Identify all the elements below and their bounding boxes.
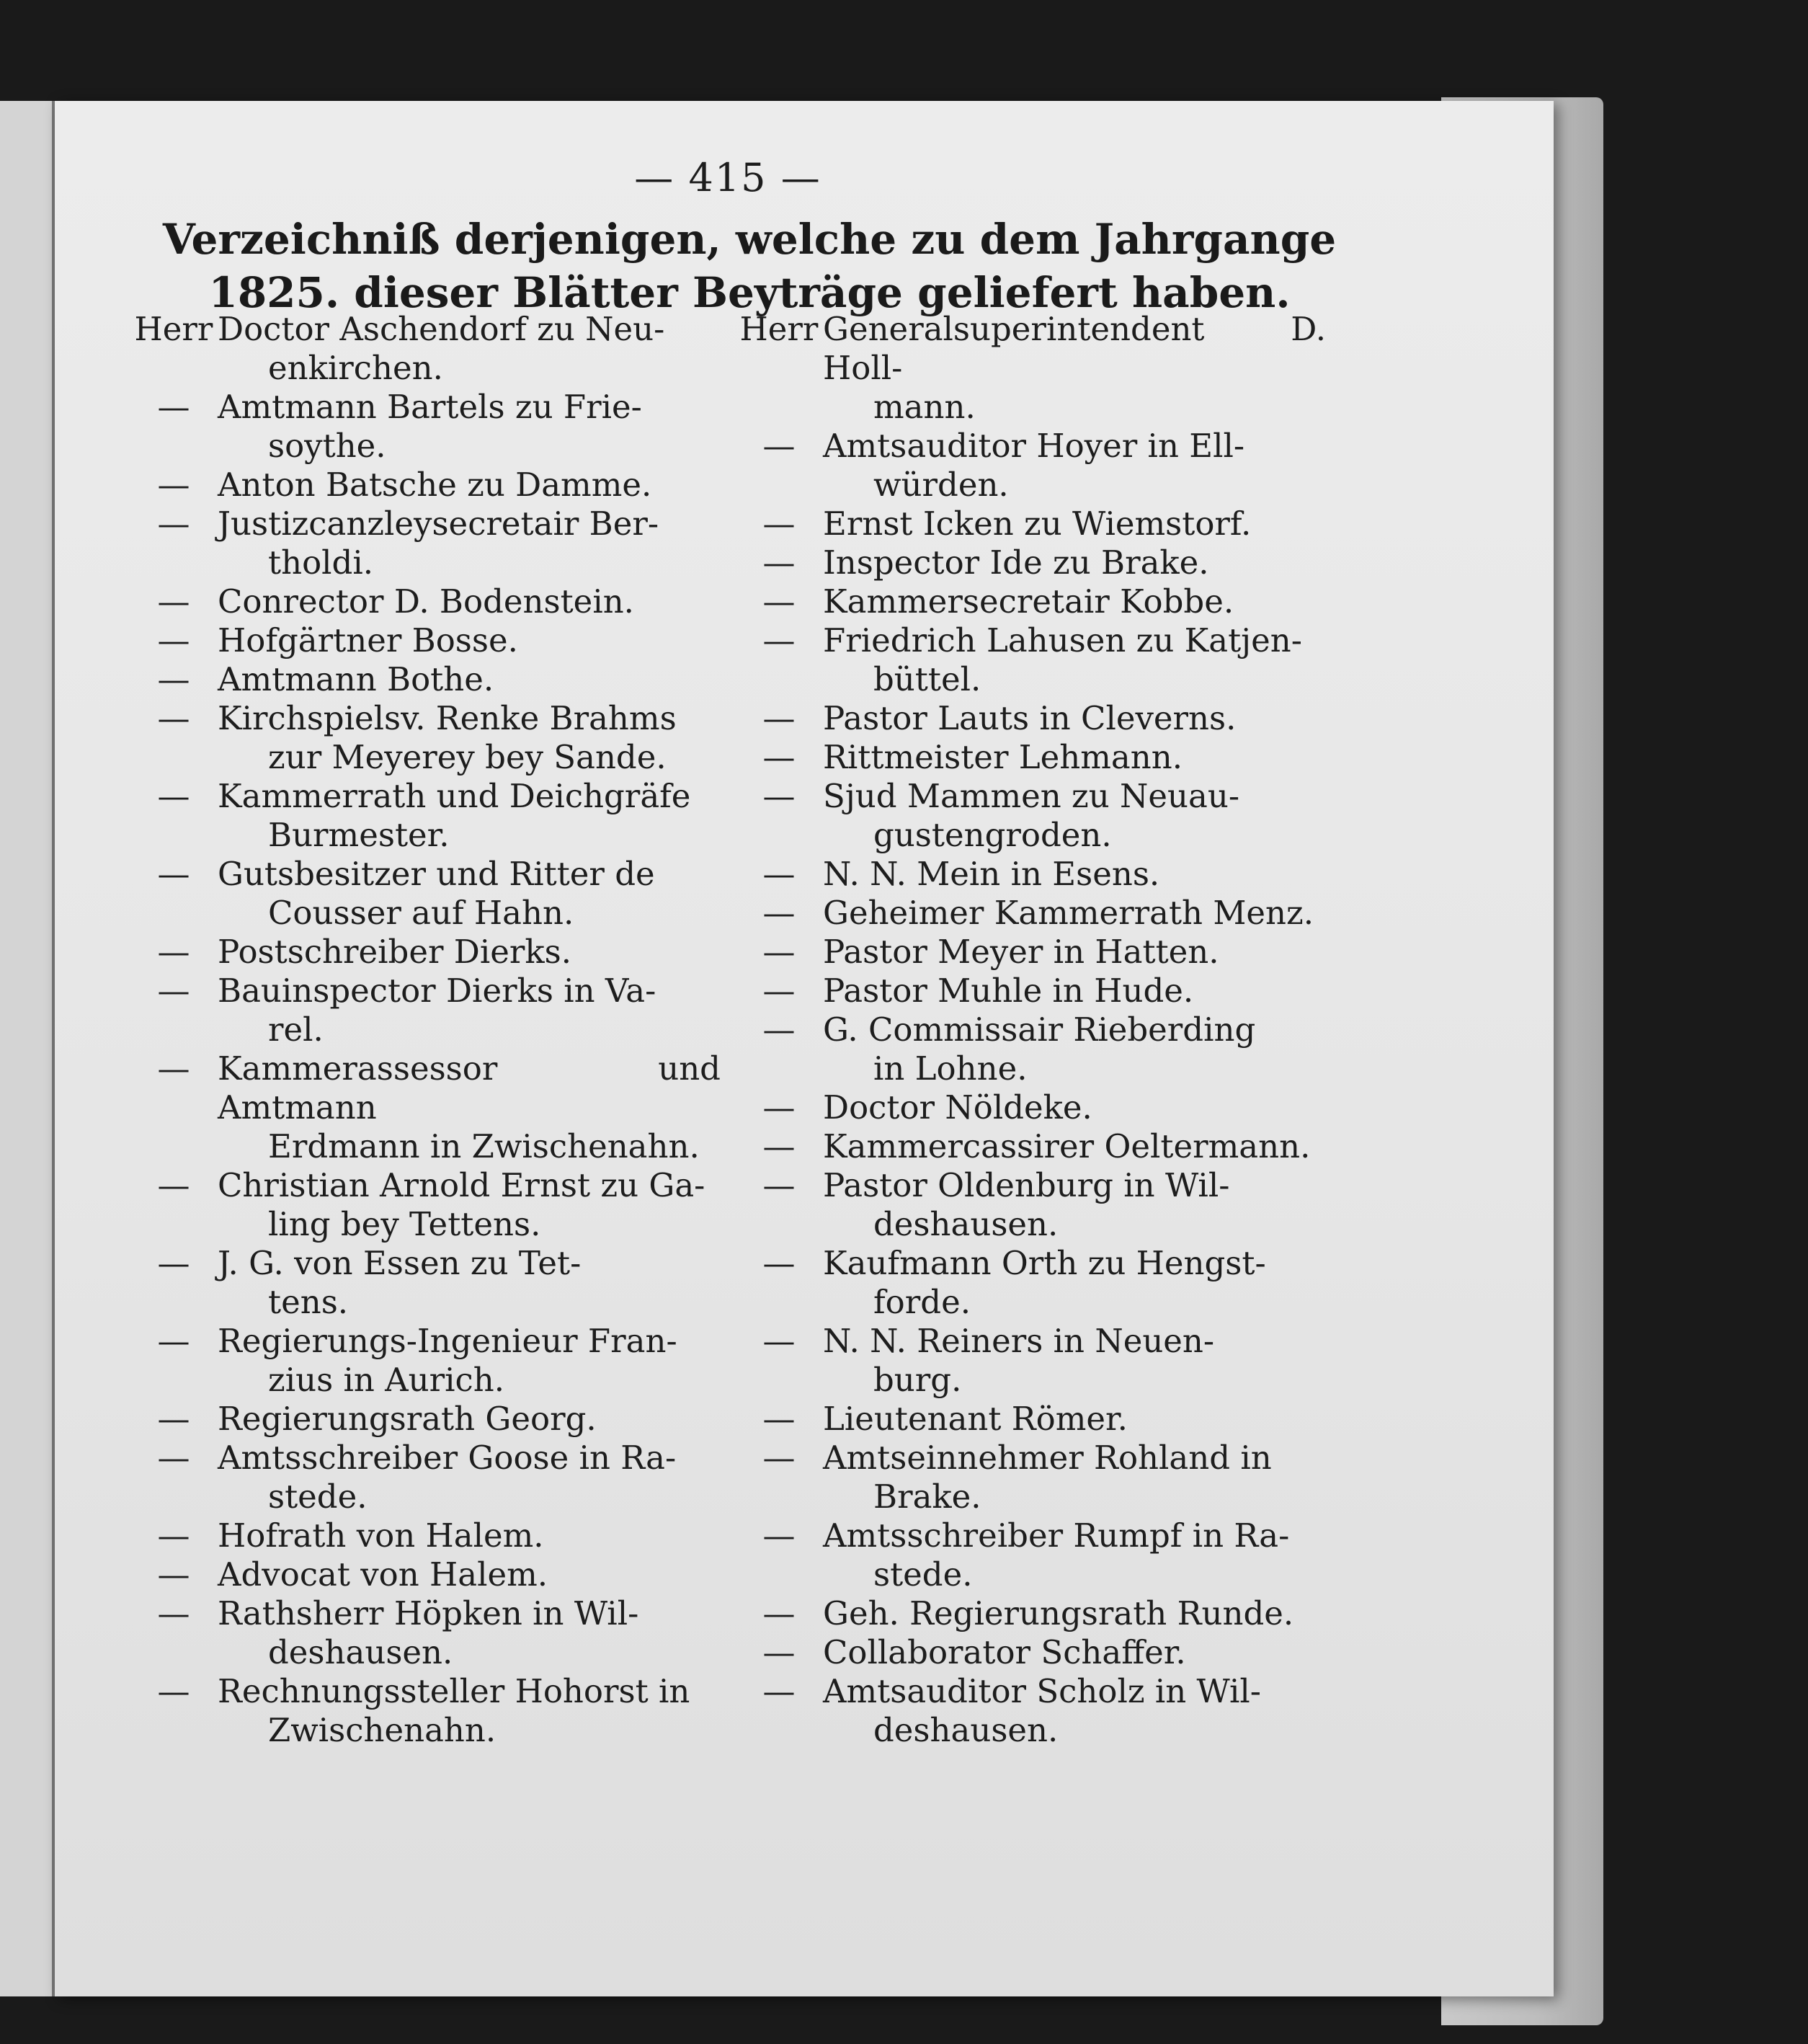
entry-lead: — xyxy=(762,621,796,659)
entry-lead: — xyxy=(157,388,190,426)
entry-text xyxy=(823,582,1326,621)
entry-text xyxy=(218,660,721,699)
entry-line: Amtsauditor Scholz in Wil- xyxy=(823,1672,1261,1710)
entry-lead: — xyxy=(157,972,190,1010)
left-column xyxy=(130,310,721,1750)
entry-line: Doctor Nöldeke. xyxy=(823,1088,1092,1127)
contributor-entry xyxy=(735,1244,1326,1322)
entry-line: Pastor Lauts in Cleverns. xyxy=(823,699,1237,737)
page-heading: Verzeichniß derjenigen, welche zu dem Jahrgange 1825. dieser Blätter Beyträge geliefert haben. xyxy=(162,215,1337,317)
contributor-entry xyxy=(735,1594,1326,1633)
entry-line: Hofrath von Halem. xyxy=(218,1516,544,1555)
entry-continuation: Burmester. xyxy=(268,816,450,854)
entry-continuation: stede. xyxy=(873,1555,973,1594)
entry-continuation: Erdmann in Zwischenahn. xyxy=(268,1127,700,1165)
entry-lead: — xyxy=(762,1516,796,1555)
contributor-entry xyxy=(735,1010,1326,1088)
contributor-entry xyxy=(735,1127,1326,1166)
entry-lead: — xyxy=(762,699,796,737)
entry-text xyxy=(218,1400,721,1439)
entry-line: Geh. Regierungsrath Runde. xyxy=(823,1594,1294,1632)
entry-continuation: burg. xyxy=(873,1361,962,1399)
entry-line: Friedrich Lahusen zu Katjen- xyxy=(823,621,1302,659)
entry-continuation: deshausen. xyxy=(873,1711,1059,1749)
entry-line: Amtseinnehmer Rohland in xyxy=(823,1439,1272,1477)
entry-text xyxy=(823,972,1326,1010)
entry-text xyxy=(218,1049,721,1166)
entry-line: Pastor Meyer in Hatten. xyxy=(823,933,1219,971)
contributor-entry xyxy=(735,1088,1326,1127)
entry-continuation: tholdi. xyxy=(268,543,374,582)
entry-text xyxy=(218,1672,721,1750)
entry-lead: — xyxy=(762,1010,796,1049)
entry-text xyxy=(218,505,721,582)
facing-page-edge xyxy=(0,101,55,1996)
entry-lead: — xyxy=(762,777,796,815)
contributor-entry xyxy=(130,1166,721,1244)
contributor-entry xyxy=(735,699,1326,738)
entry-lead: — xyxy=(157,1166,190,1204)
entry-line: Kaufmann Orth zu Hengst- xyxy=(823,1244,1266,1282)
entry-line: Advocat von Halem. xyxy=(218,1555,548,1594)
contributor-entry xyxy=(130,972,721,1049)
entry-lead: — xyxy=(157,1555,190,1594)
right-column xyxy=(735,310,1326,1750)
contributor-entry xyxy=(735,777,1326,855)
entry-lead: — xyxy=(762,894,796,932)
entry-text xyxy=(823,1322,1326,1400)
entry-lead: — xyxy=(762,933,796,971)
entry-line: Amtmann Bartels zu Frie- xyxy=(218,388,642,426)
entry-lead: — xyxy=(157,1244,190,1282)
entry-line: Regierungsrath Georg. xyxy=(218,1400,597,1438)
entry-continuation: deshausen. xyxy=(873,1205,1059,1243)
contributor-entry xyxy=(130,582,721,621)
contributor-entry xyxy=(130,1516,721,1555)
entry-line: Postschreiber Dierks. xyxy=(218,933,572,971)
entry-lead: — xyxy=(762,1127,796,1165)
entry-line: Sjud Mammen zu Neuau- xyxy=(823,777,1240,815)
contributor-entry xyxy=(735,1633,1326,1672)
contributor-entry xyxy=(130,621,721,660)
entry-lead: — xyxy=(157,621,190,659)
entry-line: Bauinspector Dierks in Va- xyxy=(218,972,656,1010)
contributor-entry xyxy=(735,1516,1326,1594)
entry-lead: — xyxy=(157,466,190,504)
entry-line: Kirchspielsv. Renke Brahms xyxy=(218,699,677,737)
entry-text xyxy=(823,1439,1326,1516)
entry-text xyxy=(823,427,1326,505)
contributor-entry xyxy=(735,310,1326,427)
entry-continuation: Cousser auf Hahn. xyxy=(268,894,574,932)
entry-text xyxy=(218,855,721,933)
entry-lead: — xyxy=(762,855,796,893)
entry-lead: — xyxy=(762,1400,796,1438)
contributor-entry xyxy=(130,1400,721,1439)
entry-lead: — xyxy=(762,1088,796,1127)
entry-line: Kammersecretair Kobbe. xyxy=(823,582,1234,621)
entry-text xyxy=(218,1439,721,1516)
entry-lead: — xyxy=(157,1322,190,1360)
entry-lead: — xyxy=(762,1633,796,1671)
entry-line: Lieutenant Römer. xyxy=(823,1400,1128,1438)
entry-line: N. N. Mein in Esens. xyxy=(823,855,1160,893)
entry-lead: — xyxy=(762,1594,796,1632)
entry-text xyxy=(823,777,1326,855)
contributor-entry xyxy=(735,894,1326,933)
entry-lead: — xyxy=(157,505,190,543)
contributor-entry xyxy=(130,466,721,505)
contributor-entry xyxy=(130,1672,721,1750)
entry-lead: — xyxy=(762,738,796,776)
contributor-entry xyxy=(735,855,1326,894)
entry-text xyxy=(823,933,1326,972)
entry-line: Inspector Ide zu Brake. xyxy=(823,543,1209,582)
entry-line: G. Commissair Rieberding xyxy=(823,1010,1256,1049)
entry-line: Amtsschreiber Rumpf in Ra- xyxy=(823,1516,1290,1555)
entry-text xyxy=(823,855,1326,894)
entry-continuation: mann. xyxy=(873,388,976,426)
contributor-entry xyxy=(735,505,1326,543)
entry-line: Regierungs-Ingenieur Fran- xyxy=(218,1322,677,1360)
entry-line: Kammerrath und Deichgräfe xyxy=(218,777,691,815)
entry-text xyxy=(218,466,721,505)
entry-lead: — xyxy=(157,933,190,971)
entry-lead: — xyxy=(157,1049,190,1088)
entry-text xyxy=(218,1516,721,1555)
entry-lead: — xyxy=(762,1672,796,1710)
entry-line: Pastor Muhle in Hude. xyxy=(823,972,1194,1010)
entry-text xyxy=(823,505,1326,543)
entry-lead: — xyxy=(157,1439,190,1477)
entry-continuation: Brake. xyxy=(873,1478,981,1516)
entry-continuation: zius in Aurich. xyxy=(268,1361,505,1399)
entry-line: Amtmann Bothe. xyxy=(218,660,494,698)
entry-line: Rathsherr Höpken in Wil- xyxy=(218,1594,639,1632)
entry-line: Pastor Oldenburg in Wil- xyxy=(823,1166,1230,1204)
contributor-entry xyxy=(735,738,1326,777)
entry-lead: — xyxy=(157,1516,190,1555)
contributor-entry xyxy=(130,933,721,972)
entry-text xyxy=(823,1244,1326,1322)
entry-text xyxy=(218,777,721,855)
entry-text xyxy=(823,1672,1326,1750)
entry-text xyxy=(218,582,721,621)
entry-continuation: tens. xyxy=(268,1283,349,1321)
entry-continuation: büttel. xyxy=(873,660,981,698)
entry-lead: — xyxy=(762,427,796,465)
contributor-entry xyxy=(735,1166,1326,1244)
contributor-entry xyxy=(130,777,721,855)
entry-text xyxy=(218,1555,721,1594)
contributor-entry xyxy=(130,310,721,388)
entry-text xyxy=(218,1166,721,1244)
contributor-entry xyxy=(735,582,1326,621)
entry-continuation: gustengroden. xyxy=(873,816,1112,854)
entry-line: Rechnungssteller Hohorst in xyxy=(218,1672,690,1710)
entry-continuation: forde. xyxy=(873,1283,971,1321)
entry-text xyxy=(218,699,721,777)
entry-text xyxy=(218,972,721,1049)
entry-lead: — xyxy=(157,1672,190,1710)
entry-lead: — xyxy=(157,582,190,621)
entry-line: Christian Arnold Ernst zu Ga- xyxy=(218,1166,705,1204)
contributor-entry xyxy=(735,543,1326,582)
entry-line: Geheimer Kammerrath Menz. xyxy=(823,894,1314,932)
contributor-entry xyxy=(130,1439,721,1516)
entry-line: Collaborator Schaffer. xyxy=(823,1633,1186,1671)
entry-line: Kammercassirer Oeltermann. xyxy=(823,1127,1311,1165)
entry-continuation: in Lohne. xyxy=(873,1049,1028,1088)
entry-text xyxy=(218,1594,721,1672)
entry-lead: — xyxy=(762,582,796,621)
entry-line: J. G. von Essen zu Tet- xyxy=(218,1244,582,1282)
entry-lead: — xyxy=(762,1322,796,1360)
entry-line: Anton Batsche zu Damme. xyxy=(218,466,652,504)
entry-text xyxy=(823,1166,1326,1244)
entry-continuation: enkirchen. xyxy=(268,349,443,387)
entry-text xyxy=(218,1244,721,1322)
entry-lead: — xyxy=(157,1400,190,1438)
entry-continuation: würden. xyxy=(873,466,1009,504)
entry-line: Ernst Icken zu Wiemstorf. xyxy=(823,505,1252,543)
entry-lead: — xyxy=(762,505,796,543)
entry-lead: Herr xyxy=(134,310,213,348)
entry-line: Amtsschreiber Goose in Ra- xyxy=(218,1439,677,1477)
entry-lead: — xyxy=(762,1166,796,1204)
contributor-entry xyxy=(130,699,721,777)
contributor-entry xyxy=(735,1439,1326,1516)
entry-text xyxy=(218,621,721,660)
entry-line: Amtsauditor Hoyer in Ell- xyxy=(823,427,1245,465)
entry-text xyxy=(823,1088,1326,1127)
entry-lead: — xyxy=(762,1439,796,1477)
entry-lead: Herr xyxy=(739,310,819,348)
contributor-entry xyxy=(735,972,1326,1010)
page-number: — 415 — xyxy=(634,155,821,200)
entry-text xyxy=(218,310,721,388)
contributor-entry xyxy=(735,621,1326,699)
contributor-entry xyxy=(130,1555,721,1594)
entry-lead: — xyxy=(762,543,796,582)
entry-text xyxy=(823,310,1326,427)
entry-lead: — xyxy=(157,699,190,737)
entry-line: Rittmeister Lehmann. xyxy=(823,738,1183,776)
entry-text xyxy=(823,1010,1326,1088)
entry-continuation: zur Meyerey bey Sande. xyxy=(268,738,667,776)
entry-text xyxy=(823,1594,1326,1633)
entry-text xyxy=(823,1400,1326,1439)
entry-continuation: stede. xyxy=(268,1478,368,1516)
entry-continuation: soythe. xyxy=(268,427,386,465)
contributor-entry xyxy=(130,855,721,933)
entry-line: Kammerassessor und Amtmann xyxy=(218,1049,721,1127)
entry-text xyxy=(823,543,1326,582)
contributor-entry xyxy=(735,933,1326,972)
entry-text xyxy=(823,1633,1326,1672)
entry-line: Gutsbesitzer und Ritter de xyxy=(218,855,655,893)
entry-lead: — xyxy=(157,855,190,893)
entry-continuation: deshausen. xyxy=(268,1633,453,1671)
contributor-entry xyxy=(735,1672,1326,1750)
entry-text xyxy=(823,738,1326,777)
entry-line: Doctor Aschendorf zu Neu- xyxy=(218,310,665,348)
entry-continuation: Zwischenahn. xyxy=(268,1711,496,1749)
entry-line: Conrector D. Bodenstein. xyxy=(218,582,634,621)
contributor-entry xyxy=(130,1049,721,1166)
entry-continuation: ling bey Tettens. xyxy=(268,1205,541,1243)
entry-line: N. N. Reiners in Neuen- xyxy=(823,1322,1215,1360)
contributor-entry xyxy=(130,1594,721,1672)
entry-text xyxy=(823,894,1326,933)
entry-lead: — xyxy=(762,1244,796,1282)
entry-text xyxy=(218,933,721,972)
entry-text xyxy=(823,621,1326,699)
entry-line: Justizcanzleysecretair Ber- xyxy=(218,505,659,543)
entry-continuation: rel. xyxy=(268,1010,324,1049)
entry-text xyxy=(218,388,721,466)
contributor-entry xyxy=(735,1400,1326,1439)
contributor-entry xyxy=(735,1322,1326,1400)
contributor-entry xyxy=(130,1244,721,1322)
entry-lead: — xyxy=(762,972,796,1010)
entry-text xyxy=(823,1127,1326,1166)
contributor-entry xyxy=(735,427,1326,505)
contributor-entry xyxy=(130,1322,721,1400)
contributor-entry xyxy=(130,388,721,466)
entry-line: Hofgärtner Bosse. xyxy=(218,621,518,659)
entry-line: Generalsuperintendent D. Holl- xyxy=(823,310,1326,387)
entry-lead: — xyxy=(157,660,190,698)
contributor-entry xyxy=(130,660,721,699)
entry-text xyxy=(823,1516,1326,1594)
entry-lead: — xyxy=(157,777,190,815)
contributor-entry xyxy=(130,505,721,582)
entry-text xyxy=(823,699,1326,738)
entry-text xyxy=(218,1322,721,1400)
entry-lead: — xyxy=(157,1594,190,1632)
